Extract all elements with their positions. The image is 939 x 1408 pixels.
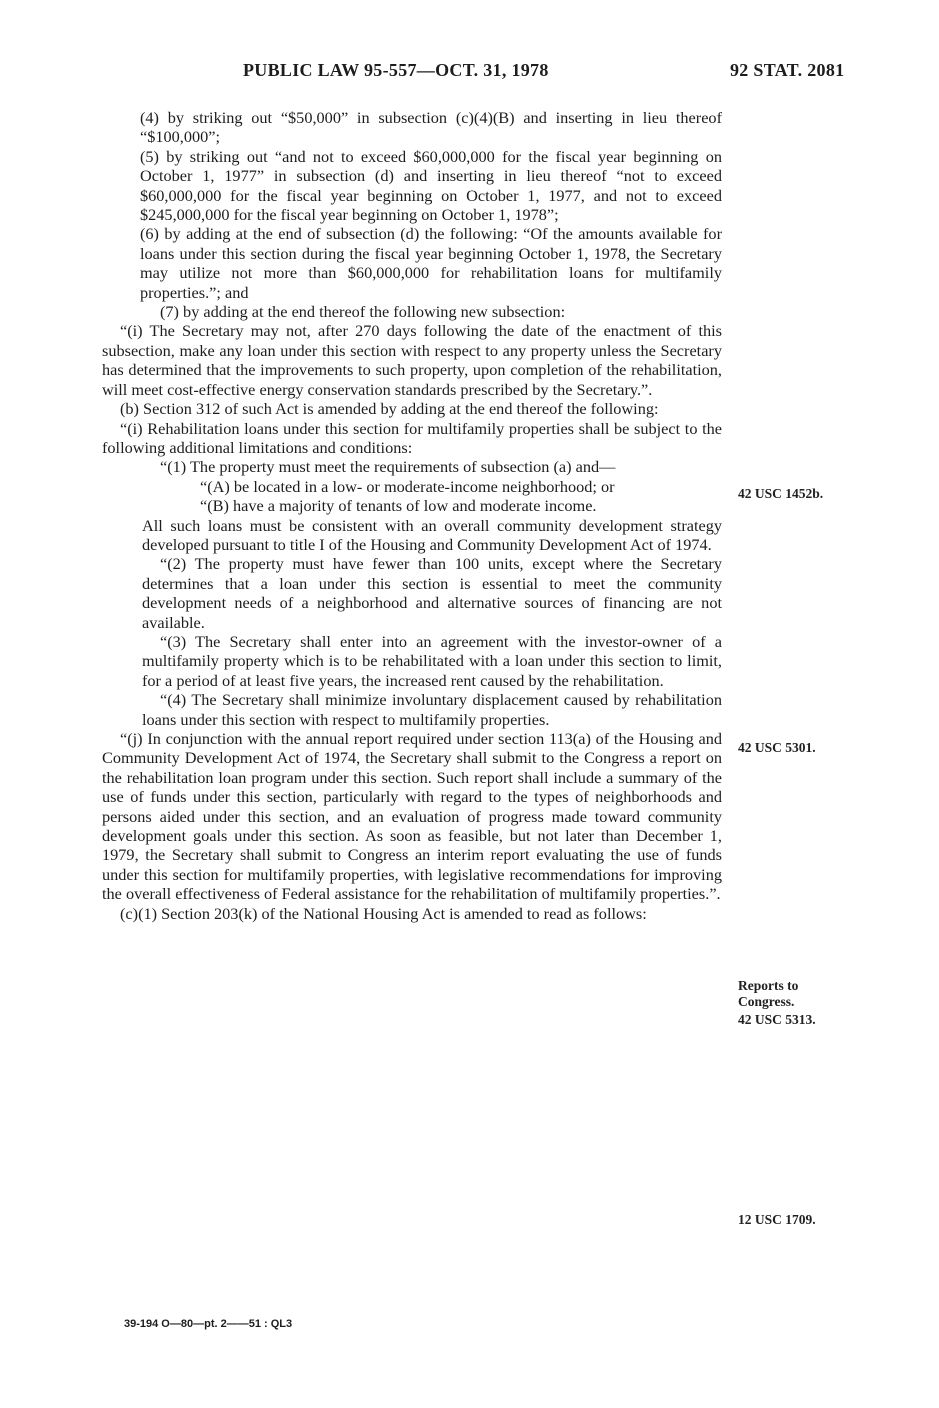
paragraph-condition-1b: “(B) have a majority of tenants of low and moderate income. [200, 496, 597, 516]
paragraph-a7: (7) by adding at the end thereof the following new subsection: [160, 302, 566, 322]
paragraph-condition-4: “(4) The Secretary shall minimize involuntary displacement caused by rehabilitation loans under this section with respect to multifamily properties. [142, 690, 722, 729]
paragraph-c1: (c)(1) Section 203(k) of the National Housing Act is amended to read as follows: [120, 903, 647, 923]
paragraph-a5: (5) by striking out “and not to exceed $60,000,000 for the fiscal year beginning on October 1, 1977” in subsection (d) and inserting in lieu thereof “not to exceed $60,000,000 for the fiscal year beginning on October 1, 1977, and not to exceed $245,000,000 for the fiscal year beginning on October 1, 1978”; [140, 146, 722, 225]
margin-note-5313: 42 USC 5313. [738, 1012, 816, 1027]
paragraph-b: (b) Section 312 of such Act is amended by adding at the end thereof the following: [120, 399, 659, 419]
statute-page-number: 92 STAT. 2081 [730, 60, 845, 80]
paragraph-rehab-loans: “(i) Rehabilitation loans under this section for multifamily properties shall be subject to the following additional limitations and conditions: [102, 418, 722, 457]
paragraph-condition-3: “(3) The Secretary shall enter into an agreement with the investor-owner of a multifamily property which is to be rehabilitated with a loan under this section to limit, for a period of at least five years, the increased rent caused by the rehabilitation. [142, 631, 722, 690]
margin-note-5301: 42 USC 5301. [738, 740, 816, 755]
header-title: PUBLIC LAW 95-557—OCT. 31, 1978 [243, 60, 549, 80]
margin-note-reports: Reports to Congress. [738, 978, 799, 1009]
paragraph-strategy: All such loans must be consistent with an overall community development strategy developed pursuant to title I of the Housing and Community Development Act of 1974. [142, 515, 722, 554]
print-footer: 39-194 O—80—pt. 2——51 : QL3 [124, 1318, 293, 1330]
page-header [0, 60, 939, 86]
paragraph-subsection-i: “(i) The Secretary may not, after 270 days following the date of the enactment of this subsection, make any loan under this section with respect to any property unless the Secretary has determined that the improvements to such property, upon completion of the rehabilitation, will meet cost-effective energy conservation standards prescribed by the Secretary.”. [102, 321, 722, 399]
margin-note-1452b: 42 USC 1452b. [738, 486, 824, 501]
paragraph-condition-1a: “(A) be located in a low- or moderate-income neighborhood; or [200, 476, 615, 496]
law-body-text [102, 108, 722, 923]
paragraph-condition-2: “(2) The property must have fewer than 100 units, except where the Secretary determines that a loan under this section is essential to meet the community development needs of a neighborhood and alternative sources of financing are not available. [142, 554, 722, 632]
paragraph-subsection-j: “(j) In conjunction with the annual report required under section 113(a) of the Housing and Community Development Act of 1974, the Secretary shall submit to the Congress a report on the rehabilitation loan program under this section. Such report shall include a summary of the use of funds under this section, particularly with regard to the types of neighborhoods and persons aided under this section, and an evaluation of progress made toward community development goals under this section. As soon as feasible, but not later than December 1, 1979, the Secretary shall submit to Congress an interim report evaluating the use of funds under this section for multifamily properties, with legislative recommendations for improving the overall effectiveness of Federal assistance for the rehabilitation of multifamily properties.”. [102, 729, 722, 904]
paragraph-a4: (4) by striking out “$50,000” in subsection (c)(4)(B) and inserting in lieu thereof “$100,000”; [140, 108, 722, 147]
margin-note-1709: 12 USC 1709. [738, 1212, 816, 1227]
paragraph-condition-1: “(1) The property must meet the requirements of subsection (a) and— [160, 457, 616, 477]
paragraph-a6: (6) by adding at the end of subsection (d) the following: “Of the amounts available for loans under this section during the fiscal year beginning October 1, 1978, the Secretary may utilize not more than $60,000,000 for rehabilitation loans for multifamily properties.”; and [140, 224, 722, 302]
